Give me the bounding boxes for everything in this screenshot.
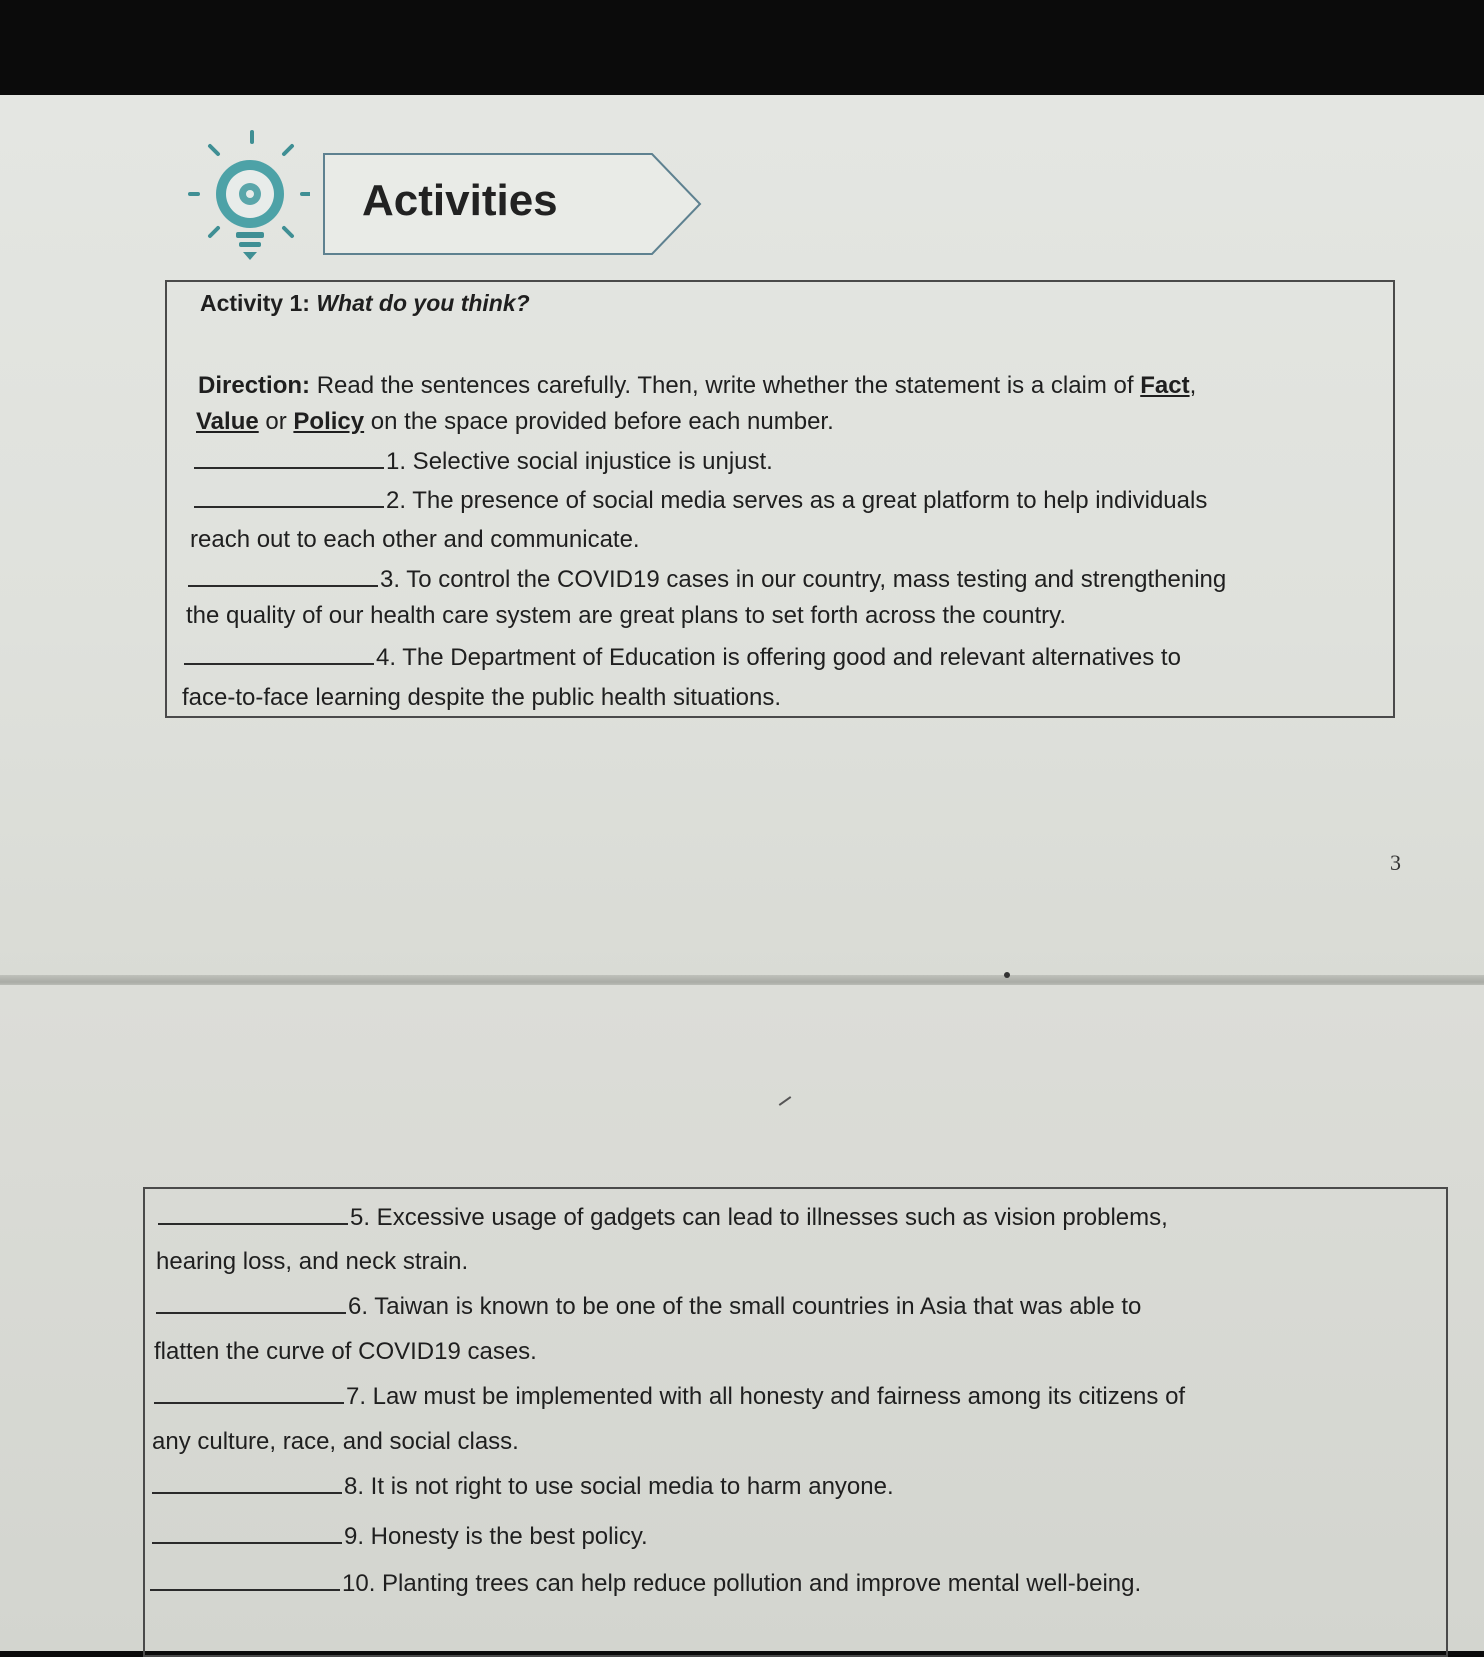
page-number: 3 [1390, 850, 1401, 875]
activity-heading [200, 290, 530, 317]
direction-text-2: on the space provided before each number. [370, 408, 834, 435]
item-5-continued: hearing loss, and neck strain. [156, 1248, 469, 1275]
item-8 [152, 1473, 894, 1501]
item-6-continued: flatten the curve of COVID19 cases. [154, 1338, 537, 1365]
direction-line-2 [196, 408, 834, 436]
item-1-text: 1. Selective social injustice is unjust. [386, 448, 773, 475]
answer-blank-5[interactable] [158, 1221, 348, 1225]
item-4-text: 4. The Department of Education is offering good and relevant alternatives to [376, 644, 1181, 671]
policy-term: Policy [293, 408, 365, 435]
speck-mark [1004, 972, 1010, 978]
item-6-text: 6. Taiwan is known to be one of the small countries in Asia that was able to [348, 1293, 1142, 1320]
answer-blank-1[interactable] [194, 465, 384, 469]
item-7-text: 7. Law must be implemented with all honesty and fairness among its citizens of [346, 1383, 1186, 1410]
value-term: Value [196, 408, 259, 435]
item-3-continued: the quality of our health care system are great plans to set forth across the country. [186, 602, 1067, 629]
or-word: or [265, 408, 287, 435]
item-10 [150, 1570, 1141, 1598]
answer-blank-6[interactable] [156, 1310, 346, 1314]
item-2-continued: reach out to each other and communicate. [190, 526, 640, 553]
item-5 [158, 1204, 1168, 1232]
activity-title-question: What do you think? [316, 290, 530, 316]
answer-blank-9[interactable] [152, 1540, 342, 1544]
item-1 [194, 448, 773, 476]
page-title: Activities [362, 176, 558, 225]
item-3 [188, 566, 1226, 594]
answer-blank-8[interactable] [152, 1490, 342, 1494]
item-4-continued: face-to-face learning despite the public health situations. [182, 684, 782, 711]
activity-title-prefix: Activity 1: [200, 290, 310, 316]
item-7-continued: any culture, race, and social class. [152, 1428, 519, 1455]
item-6 [156, 1293, 1141, 1321]
item-9-text: 9. Honesty is the best policy. [344, 1523, 648, 1550]
direction-label: Direction: [198, 372, 311, 399]
answer-blank-3[interactable] [188, 583, 378, 587]
direction-text-1: Read the sentences carefully. Then, write whether the statement is a claim of [316, 372, 1134, 399]
item-4 [184, 644, 1181, 672]
item-9 [152, 1523, 648, 1551]
activities-banner [322, 152, 702, 256]
answer-blank-10[interactable] [150, 1587, 340, 1591]
lightbulb-gear-icon [180, 128, 310, 268]
item-7 [154, 1383, 1185, 1411]
item-2 [194, 487, 1207, 515]
item-8-text: 8. It is not right to use social media to harm anyone. [344, 1473, 894, 1500]
item-2-text: 2. The presence of social media serves as a great platform to help individuals [386, 487, 1208, 514]
item-3-text: 3. To control the COVID19 cases in our country, mass testing and strengthening [380, 566, 1227, 593]
fact-comma: , [1189, 372, 1197, 399]
item-5-text: 5. Excessive usage of gadgets can lead to illnesses such as vision problems, [350, 1204, 1168, 1231]
answer-blank-4[interactable] [184, 661, 374, 665]
fact-term: Fact [1140, 372, 1190, 399]
answer-blank-2[interactable] [194, 504, 384, 508]
direction-line-1 [198, 372, 1196, 400]
item-10-text: 10. Planting trees can help reduce pollution and improve mental well-being. [342, 1570, 1142, 1597]
answer-blank-7[interactable] [154, 1400, 344, 1404]
